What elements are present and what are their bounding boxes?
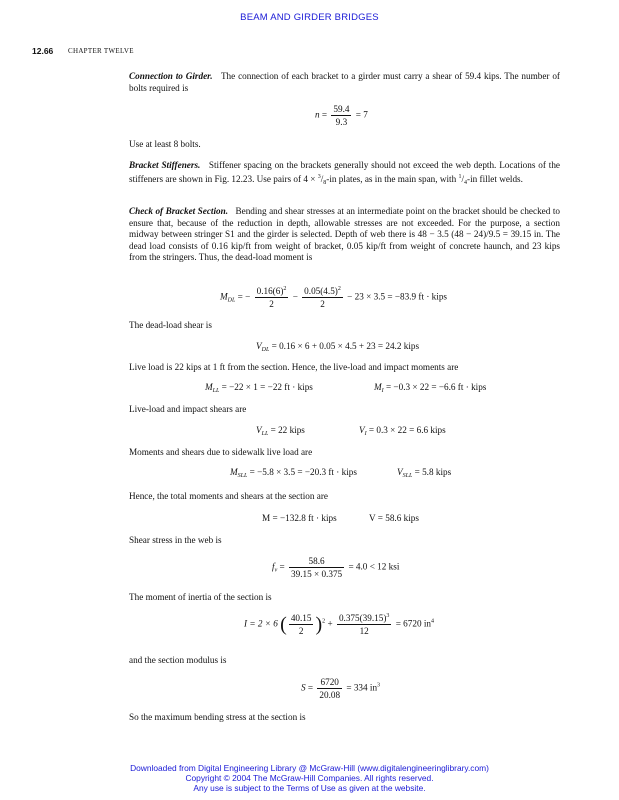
equation-vsll: $V_{SLL} = 5.8$ kips bbox=[397, 467, 452, 479]
equation-section-modulus: S = $\frac{6720}{20.08}$ = 334 $in^3$ bbox=[301, 677, 381, 700]
fraction-numerator: 59.4 bbox=[333, 104, 350, 114]
equation-msll: $M_{SLL} = -5.8 \times 3.5 = -20.3$ ft · kips bbox=[230, 467, 357, 479]
footer-copyright: Copyright © 2004 The McGraw-Hill Companies. All rights reserved. bbox=[185, 773, 434, 783]
footer-terms: Any use is subject to the Terms of Use as given at the website. bbox=[193, 783, 426, 793]
equation-bolts: n = $\frac{59.4}{9.3}$ = 7 bbox=[315, 104, 368, 127]
text-shear-web: Shear stress in the web is bbox=[129, 535, 222, 545]
text-sidewalk: Moments and shears due to sidewalk live load are bbox=[129, 447, 313, 457]
footer-notice bbox=[0, 763, 619, 793]
equation-mtot: M = −132.8 ft · kips bbox=[262, 513, 337, 523]
chapter-label: CHAPTER TWELVE bbox=[68, 47, 134, 55]
text-live-load: Live load is 22 kips at 1 ft from the section. Hence, the live-load and impact moments are bbox=[129, 362, 459, 372]
equation-vll: $V_{LL} = 22$ kips bbox=[256, 425, 305, 437]
paragraph-text: The connection of each bracket to a girder must carry a shear of 59.4 kips. The number of bolts required is bbox=[129, 71, 560, 93]
equation-mdl: $M_{DL}$ = − $\frac{0.16(6)^2}{2}$ − $\frac{0.05(4.5)^2}{2}$ − 23 × 3.5 = −83.9 ft · kips bbox=[220, 286, 447, 309]
runin-heading: Bracket Stiffeners. bbox=[129, 160, 201, 170]
equation-mi: $M_I = -0.3 \times 22 = -6.6$ ft · kips bbox=[374, 382, 487, 394]
equation-vi: $V_I = 0.3 \times 22 = 6.6$ kips bbox=[359, 425, 446, 437]
paragraph-stiffeners: Bracket Stiffeners. Stiffener spacing on the brackets generally should not exceed the web depth. Locations of the stiffeners are shown in Fig. 12.23. Use pairs of $4 \times ^3/_8-in$ plates, as in the main span, with $^1/_4-in$ fillet welds. bbox=[129, 160, 560, 186]
runin-heading: Connection to Girder. bbox=[129, 71, 213, 81]
paragraph-connection bbox=[129, 71, 560, 94]
text-dead-shear: The dead-load shear is bbox=[129, 320, 212, 330]
text-modulus: and the section modulus is bbox=[129, 655, 227, 665]
text-live-shears: Live-load and impact shears are bbox=[129, 404, 247, 414]
text-total: Hence, the total moments and shears at the section are bbox=[129, 491, 328, 501]
footer-download-link[interactable]: Downloaded from Digital Engineering Library @ McGraw-Hill (www.digitalengineeringlibrary.com) bbox=[130, 763, 489, 773]
paragraph-check: Check of Bracket Section. Bending and shear stresses at an intermediate point on the bracket should be checked to ensure that, because of the reduction in depth, allowable stresses are not exceeded. For the purpose, a section midway between stringer S1 and the girder is selected. Depth of web there is 48 − 3.5 (48 − 24)/9.5 = 39.15 in. The dead load consists of 0.16 kip/ft from weight of bracket, 0.05 kip/ft from weight of concrete haunch, and 23 kips from the stringers. Thus, the dead-load moment is bbox=[129, 206, 560, 263]
equation-vtot: V = 58.6 kips bbox=[369, 513, 419, 523]
equation-vdl: $V_{DL} = 0.16 \times 6 + 0.05 \times 4.5 + 23 = 24.2$ kips bbox=[256, 341, 420, 353]
running-header: BEAM AND GIRDER BRIDGES bbox=[240, 12, 379, 23]
paragraph-use-bolts: Use at least 8 bolts. bbox=[129, 139, 201, 149]
text-moi: The moment of inertia of the section is bbox=[129, 592, 272, 602]
text-max-bending: So the maximum bending stress at the section is bbox=[129, 712, 306, 722]
equation-fv: $f_v$ = $\frac{58.6}{39.15 \times 0.375}$ = 4.0 < 12 ksi bbox=[272, 556, 400, 579]
page-number: 12.66 bbox=[32, 46, 54, 56]
fraction-denominator: 9.3 bbox=[335, 117, 348, 127]
runin-heading: Check of Bracket Section. bbox=[129, 206, 229, 216]
equation-mll: $M_{LL} = -22 \times 1 = -22$ ft · kips bbox=[205, 382, 313, 394]
equation-inertia: I = 2 × 6 ( $\frac{40.15}{2}$ )$^2$ + $\frac{0.375(39.15)^3}{12}$ = 6720 $in^4$ bbox=[244, 613, 434, 636]
